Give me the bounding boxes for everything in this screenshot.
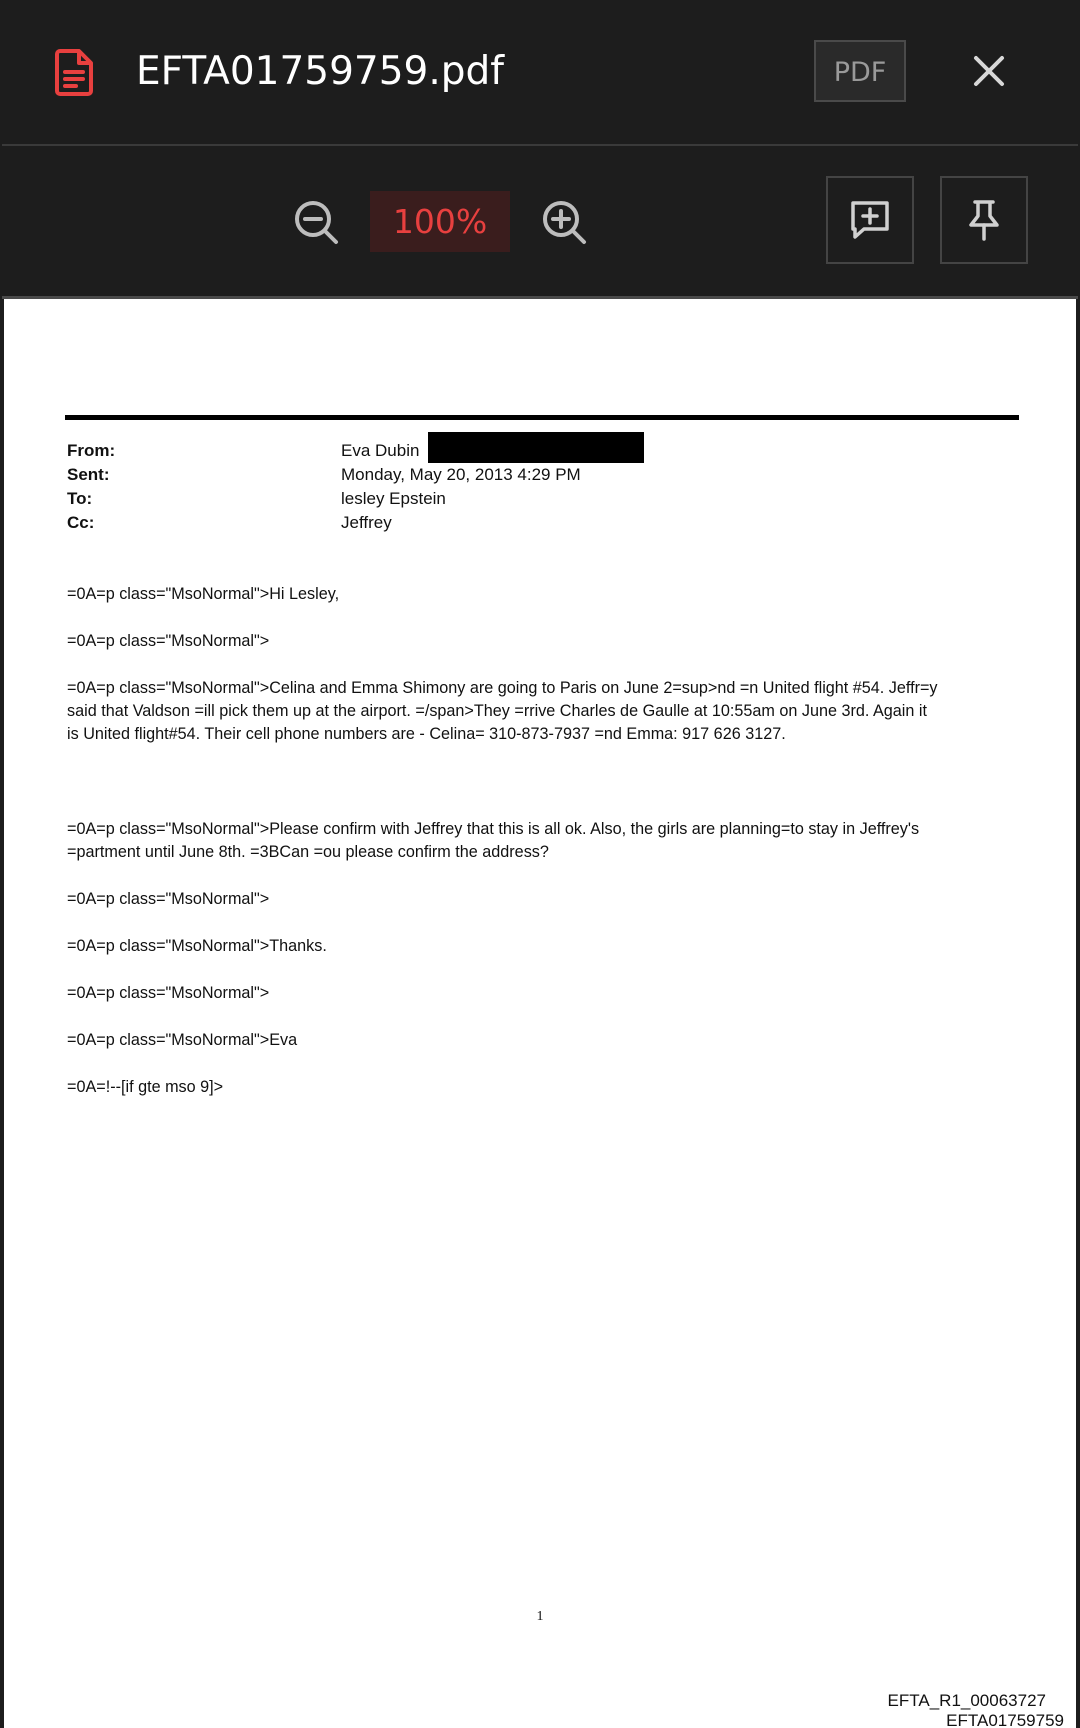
- body-line: =0A=p class="MsoNormal">Thanks.: [67, 937, 327, 955]
- body-line: =0A=p class="MsoNormal">Celina and Emma Shimony are going to Paris on June 2=sup>nd =n United flight #54. Jeffr=y: [67, 679, 938, 697]
- zoom-in-icon: [540, 198, 588, 246]
- zoom-level-display[interactable]: 100%: [370, 191, 510, 252]
- pdf-viewer: [2, 0, 1078, 1728]
- file-document-icon: [54, 48, 94, 96]
- document-id: EFTA01759759: [946, 1711, 1064, 1728]
- body-line: said that Valdson =ill pick them up at the airport. =/span>They =rrive Charles de Gaulle at 10:55am on June 3rd. Again it: [67, 702, 927, 720]
- header-label: Sent:: [67, 465, 110, 484]
- body-line: is United flight#54. Their cell phone numbers are - Celina= 310-873-7937 =nd Emma: 917 626 3127.: [67, 725, 786, 743]
- header-rule: [65, 415, 1019, 420]
- body-line: =0A=p class="MsoNormal">: [67, 984, 270, 1002]
- pin-button[interactable]: [940, 176, 1028, 264]
- bates-number: EFTA_R1_00063727: [887, 1691, 1046, 1710]
- header-label: From:: [67, 441, 116, 460]
- body-line: =0A=!--[if gte mso 9]>: [67, 1078, 224, 1096]
- body-line: =0A=p class="MsoNormal">Eva: [67, 1031, 298, 1049]
- redaction-block: [428, 432, 644, 463]
- header-label: Cc:: [67, 513, 95, 532]
- viewer-toolbar: [2, 146, 1078, 299]
- pdf-page: [4, 299, 1076, 1728]
- pin-icon: [962, 198, 1006, 242]
- header-label: To:: [67, 489, 93, 508]
- file-type-badge: PDF: [814, 40, 906, 102]
- header-value: Monday, May 20, 2013 4:29 PM: [341, 465, 581, 484]
- body-line: =0A=p class="MsoNormal">: [67, 890, 270, 908]
- add-comment-icon: [848, 198, 892, 242]
- file-name-title: EFTA01759759.pdf: [136, 49, 505, 94]
- add-comment-button[interactable]: [826, 176, 914, 264]
- zoom-out-button[interactable]: [292, 198, 340, 246]
- body-line: =0A=p class="MsoNormal">Hi Lesley,: [67, 585, 340, 603]
- body-line: =0A=p class="MsoNormal">Please confirm with Jeffrey that this is all ok. Also, the girls are planning=to stay in Jeffrey's: [67, 820, 920, 838]
- zoom-in-button[interactable]: [540, 198, 588, 246]
- viewer-header: [2, 0, 1078, 146]
- close-icon: [964, 46, 1014, 96]
- page-number: 1: [536, 1609, 544, 1624]
- header-value: Eva Dubin: [341, 441, 420, 460]
- close-button[interactable]: [964, 46, 1014, 96]
- body-line: =0A=p class="MsoNormal">: [67, 632, 270, 650]
- zoom-out-icon: [292, 198, 340, 246]
- header-value: lesley Epstein: [341, 489, 446, 508]
- header-value: Jeffrey: [341, 513, 392, 532]
- body-line: =partment until June 8th. =3BCan =ou please confirm the address?: [67, 843, 549, 861]
